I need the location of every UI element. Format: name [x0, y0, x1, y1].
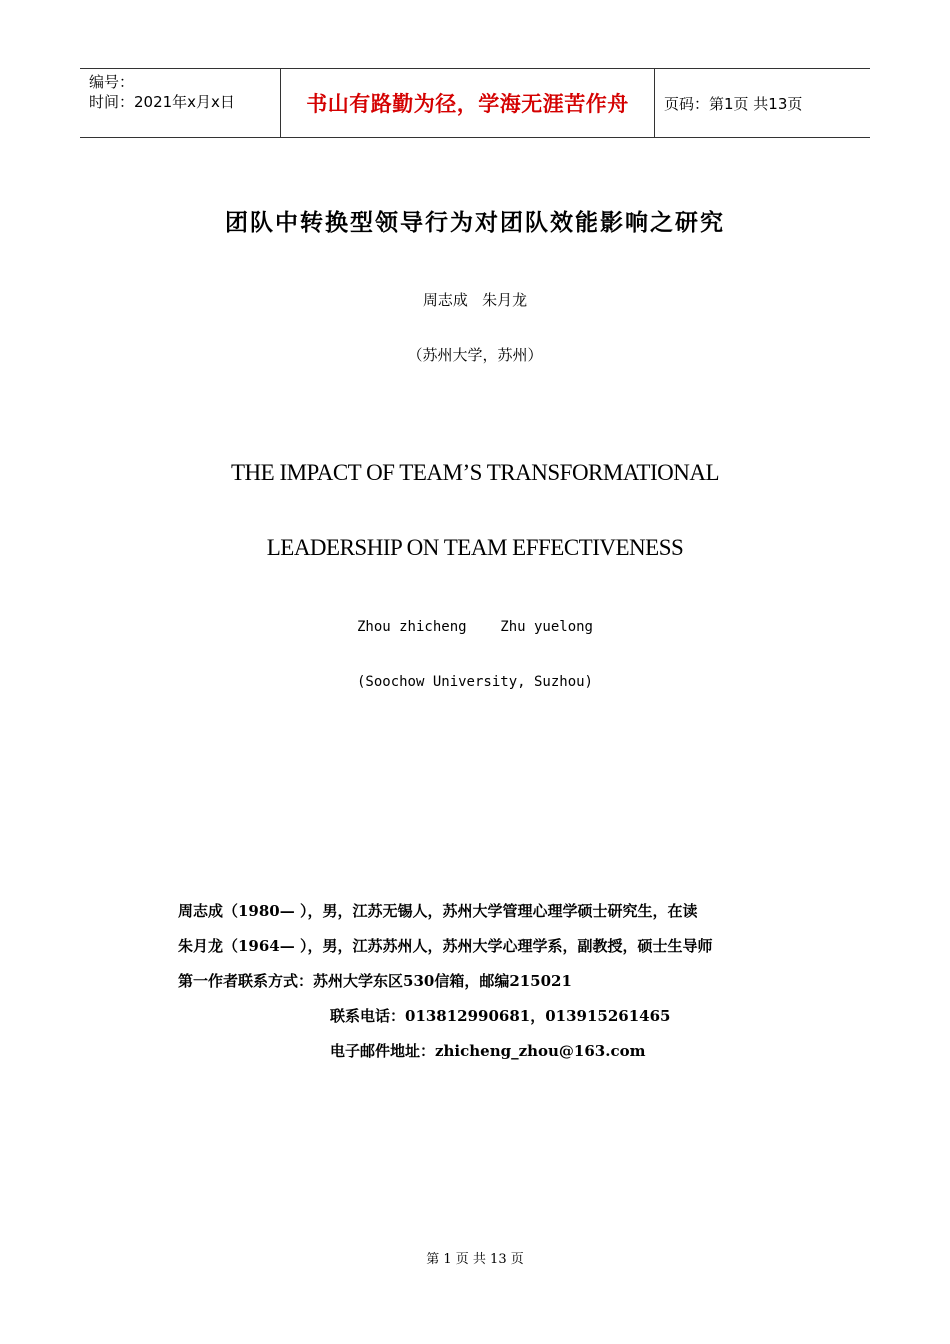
author-info-line: 周志成（1980— ），男，江苏无锡人，苏州大学管理心理学硕士研究生，在读	[178, 902, 698, 920]
title-english-line1: THE IMPACT OF TEAM’S TRANSFORMATIONAL	[230, 460, 719, 485]
page-footer: 第 1 页 共 13 页	[426, 1252, 524, 1267]
document-header	[80, 68, 870, 138]
header-number-label: 编号：	[89, 73, 135, 91]
header-page-info: 页码：第1页 共13页	[664, 94, 803, 113]
header-page-cell	[655, 69, 870, 137]
title-chinese: 团队中转换型领导行为对团队效能影响之研究	[225, 209, 725, 236]
affiliation-english: (Soochow University, Suzhou)	[356, 674, 593, 690]
header-time-label: 时间：2021年x月x日	[89, 93, 235, 111]
authors-english: Zhou zhicheng Zhu yuelong	[356, 619, 593, 635]
author-info-line: 朱月龙（1964— ），男，江苏苏州人，苏州大学心理学系，副教授，硕士生导师	[178, 937, 713, 955]
header-meta-cell	[80, 69, 281, 137]
authors-chinese: 周志成 朱月龙	[422, 291, 528, 309]
affiliation-chinese: （苏州大学，苏州）	[407, 346, 543, 364]
header-motto: 书山有路勤为径，学海无涯苦作舟	[306, 92, 629, 116]
contact-phone: 联系电话：013812990681，013915261465	[330, 1007, 671, 1025]
contact-email: 电子邮件地址：zhicheng_zhou@163.com	[330, 1042, 646, 1060]
author-info-line: 第一作者联系方式：苏州大学东区530信箱，邮编215021	[178, 972, 572, 990]
header-motto-cell	[281, 69, 655, 137]
title-english-line2: LEADERSHIP ON TEAM EFFECTIVENESS	[266, 535, 684, 560]
